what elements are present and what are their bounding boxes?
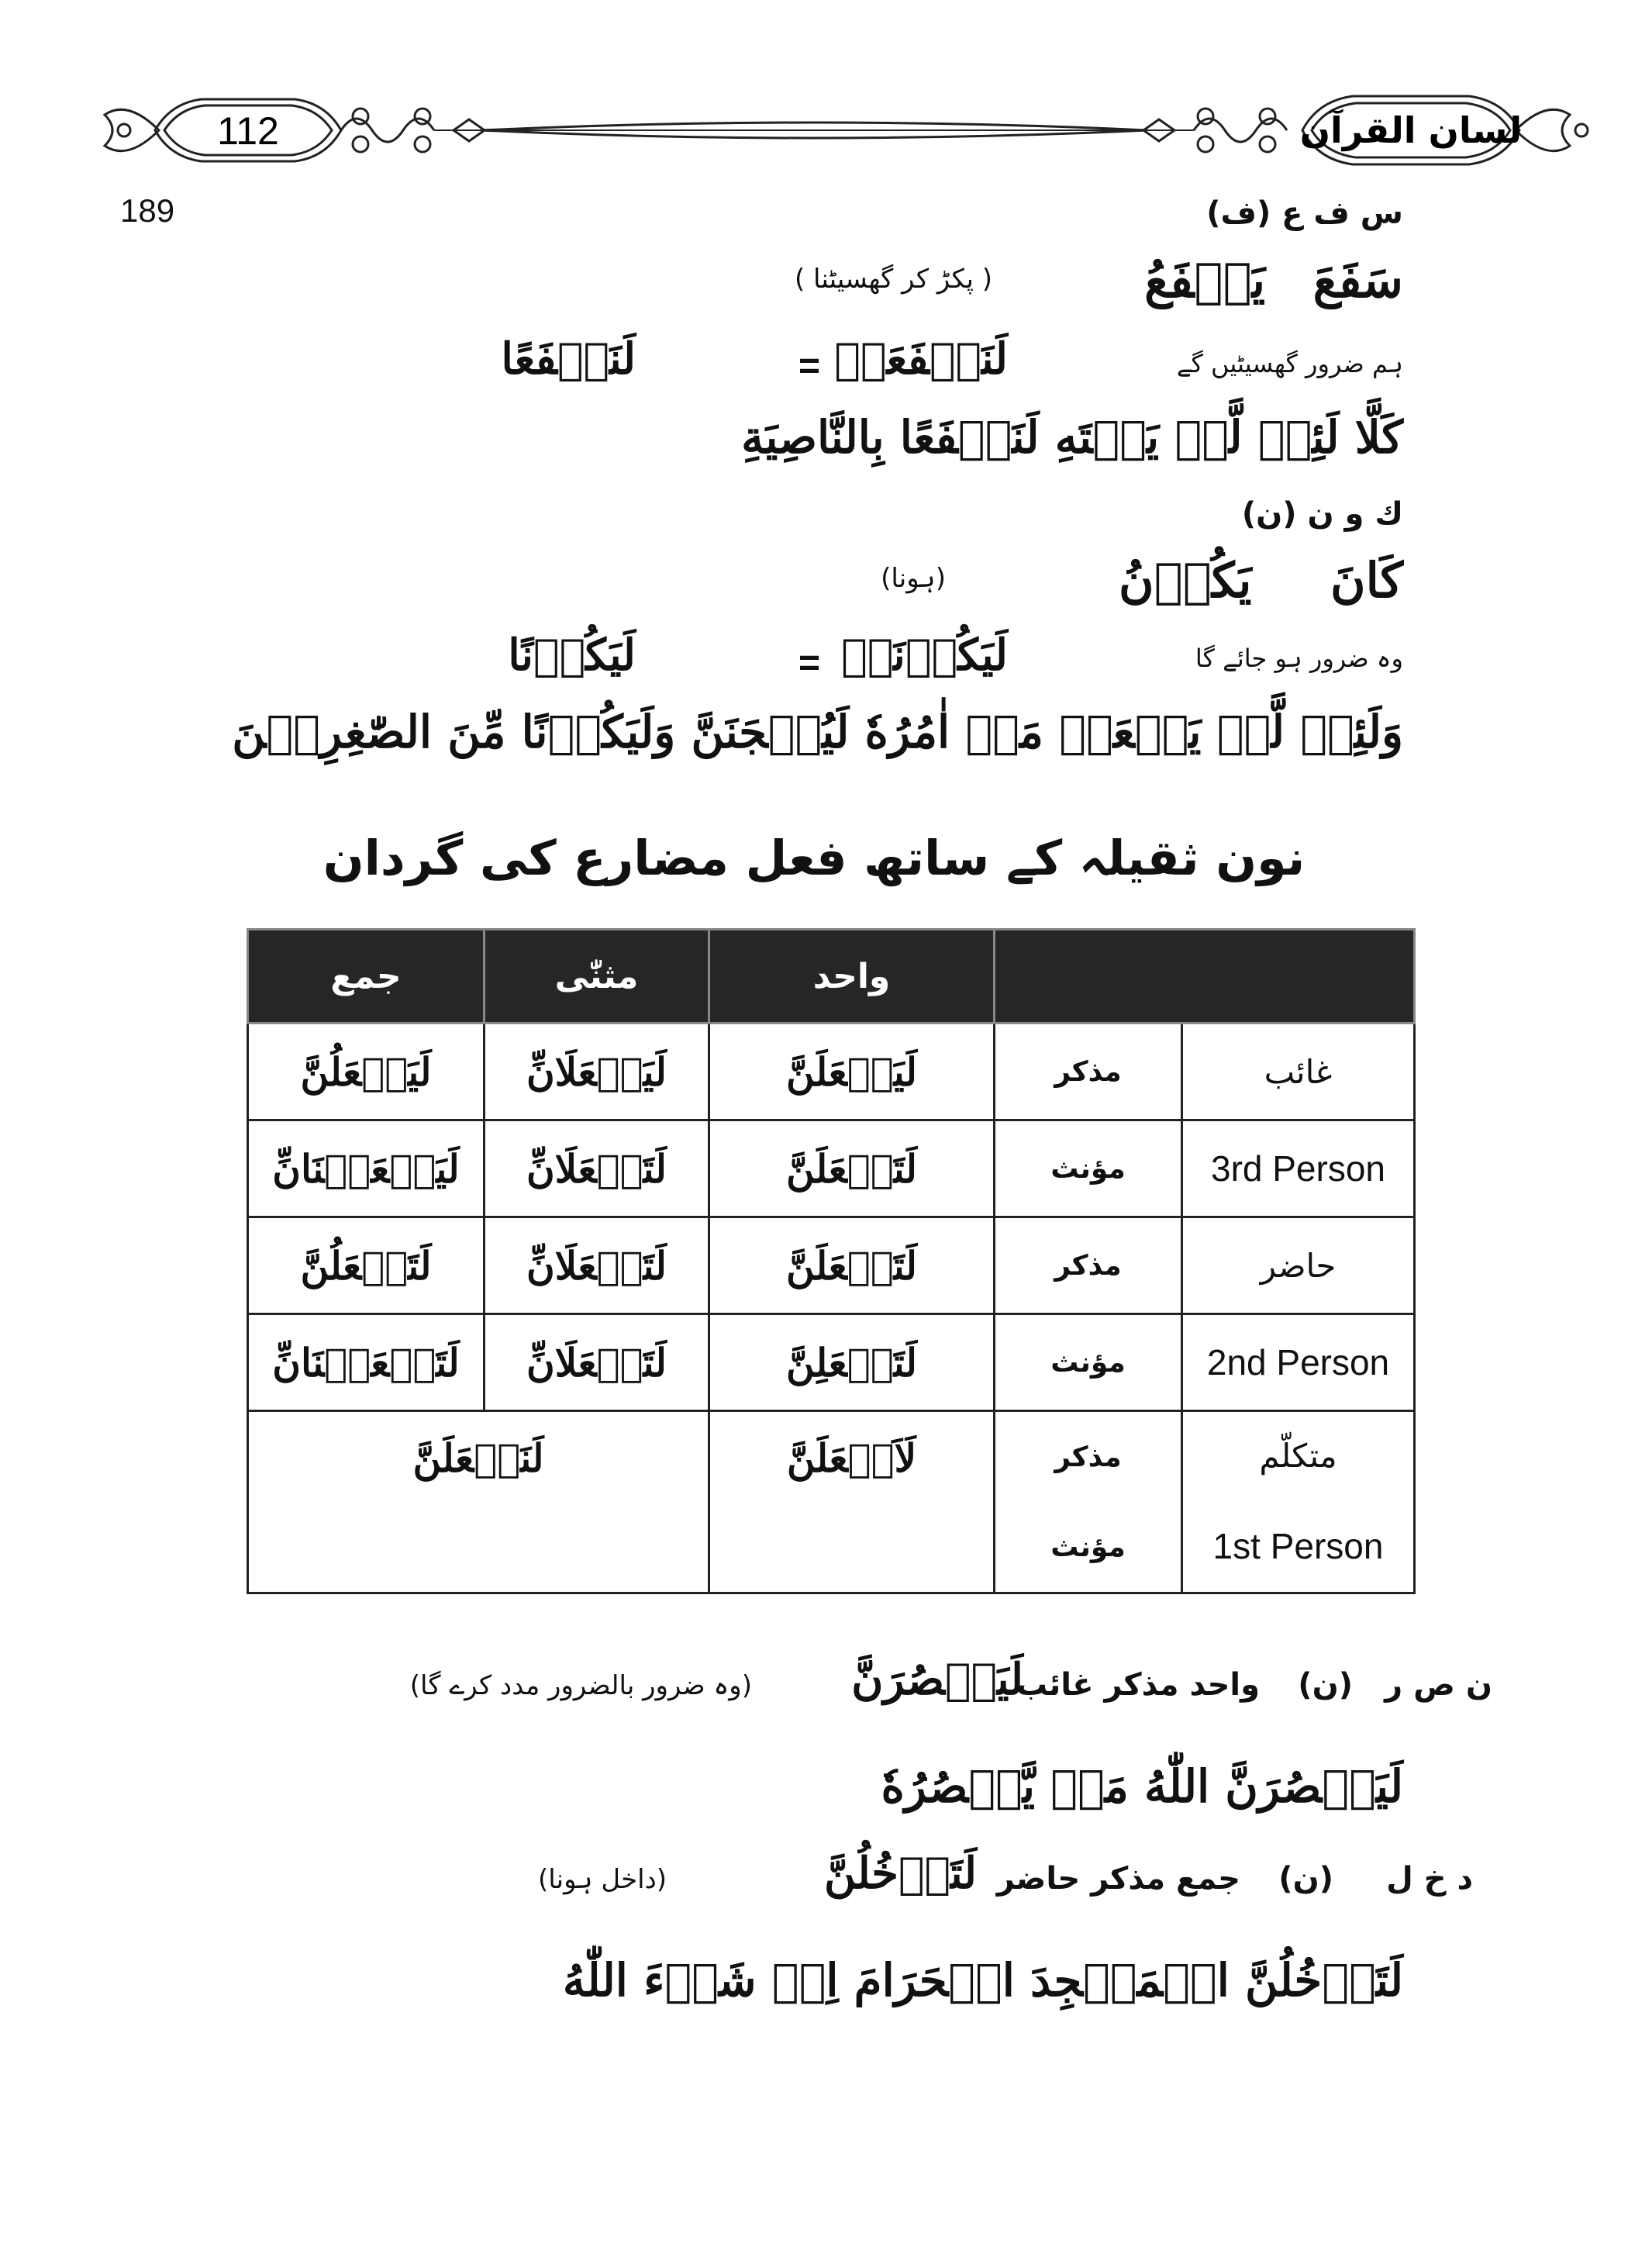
- example-type: جمع مذکر حاضر: [996, 1861, 1240, 1897]
- emphatic-gloss: ہم ضرور گھسیٹیں گے: [1176, 349, 1403, 378]
- table-row: [248, 1314, 1415, 1411]
- table-row: [248, 1217, 1415, 1314]
- cell-plural: لَتَفۡعَلُنَّ: [248, 1217, 485, 1314]
- page-number: 112: [217, 109, 279, 153]
- example-verse: لَيَنۡصُرَنَّ اللّٰهُ مَنۡ يَّنۡصُرُهٗ: [881, 1760, 1403, 1813]
- cell-person: حاضر: [1182, 1217, 1415, 1314]
- person-urdu: متکلّم: [1259, 1437, 1337, 1476]
- header-blank: [995, 930, 1415, 1024]
- cell-gender: مؤنث: [995, 1314, 1182, 1411]
- cell-singular: لَيَفۡعَلَنَّ: [709, 1024, 995, 1120]
- emphatic-form-2: لَنَسۡفَعًا: [501, 333, 636, 385]
- example-meaning: (داخل ہونا): [538, 1864, 667, 1895]
- cell-gender: [995, 1411, 1182, 1593]
- cell-plural: لَتَفۡعَلۡنَانِّ: [248, 1314, 485, 1411]
- example-verse: لَتَدۡخُلُنَّ الۡمَسۡجِدَ الۡحَرَامَ اِنۡ شَاۤءَ اللّٰهُ: [562, 1954, 1403, 2007]
- word-forms: سَفَعَ يَسۡفَعُ: [1144, 252, 1403, 309]
- cell-person: [1182, 1411, 1415, 1593]
- header-singular: واحد: [709, 930, 995, 1024]
- cell-plural: لَيَفۡعَلُنَّ: [248, 1024, 485, 1120]
- word-meaning: (ہونا): [881, 563, 946, 594]
- cell-singular: لَتَفۡعَلِنَّ: [709, 1314, 995, 1411]
- equals-sign: =: [798, 346, 821, 387]
- cell-dual: لَيَفۡعَلَانِّ: [485, 1024, 709, 1120]
- example-root: ن ص ر: [1385, 1667, 1492, 1703]
- cell-gender: مذکر: [995, 1217, 1182, 1314]
- word-root: س ف ع (ف): [1206, 195, 1403, 231]
- word-root: ك و ن (ن): [1241, 496, 1403, 532]
- book-title: لسان القرآن: [1299, 109, 1523, 151]
- cell-plural: لَنَفۡعَلَنَّ: [248, 1411, 709, 1593]
- word-forms: كَانَ يَكُوۡنُ: [1119, 552, 1403, 609]
- verse-text: وَلَئِنۡ لَّمۡ يَفۡعَلۡ مَاۤ اٰمُرُهٗ لَيُسۡجَنَنَّ وَلَيَكُوۡنًا مِّنَ الصّٰغِرِيۡنَ: [232, 706, 1403, 758]
- emphatic-form-1: لَيَكُوۡنَنۡ: [841, 630, 1008, 681]
- gender-feminine: مؤنث: [1050, 1531, 1126, 1563]
- reference-number: 189: [120, 192, 175, 229]
- example-form: لَتَدۡخُلُنَّ: [824, 1848, 977, 1899]
- equals-sign: =: [798, 643, 821, 684]
- cell-person: 3rd Person: [1182, 1120, 1415, 1217]
- example-form: لَيَنۡصُرَنَّ: [851, 1654, 1023, 1705]
- table-row: [248, 1120, 1415, 1217]
- cell-dual: لَتَفۡعَلَانِّ: [485, 1120, 709, 1217]
- header-plural: جمع: [248, 930, 485, 1024]
- example-bab: (ن): [1278, 1861, 1333, 1897]
- example-bab: (ن): [1298, 1667, 1353, 1703]
- cell-dual: لَتَفۡعَلَانِّ: [485, 1314, 709, 1411]
- gender-masculine: مذکر: [1054, 1441, 1122, 1473]
- example-meaning: (وہ ضرور بالضرور مدد کرے گا): [409, 1670, 752, 1701]
- emphatic-gloss: وہ ضرور ہو جائے گا: [1195, 644, 1403, 673]
- word-meaning: ( پکڑ کر گھسیٹنا ): [794, 264, 992, 295]
- table-row: [248, 1024, 1415, 1120]
- cell-gender: مؤنث: [995, 1120, 1182, 1217]
- header-ornament: [0, 0, 1628, 186]
- emphatic-form-1: لَنَسۡفَعَنۡ: [834, 333, 1008, 385]
- example-root: د خ ل: [1386, 1861, 1473, 1897]
- emphatic-form-2: لَيَكُوۡنًا: [508, 630, 636, 681]
- cell-person: غائب: [1182, 1024, 1415, 1120]
- table-row-first-person: [248, 1411, 1415, 1593]
- cell-plural: لَيَفۡعَلۡنَانِّ: [248, 1120, 485, 1217]
- conjugation-table: [247, 928, 1416, 1594]
- cell-singular: لَاَفۡعَلَنَّ: [709, 1411, 995, 1593]
- header-dual: مثنّٰی: [485, 930, 709, 1024]
- table-header-row: [248, 930, 1415, 1024]
- person-english: 1st Person: [1212, 1525, 1384, 1566]
- example-type: واحد مذکر غائب: [1016, 1667, 1260, 1703]
- cell-singular: لَتَفۡعَلَنَّ: [709, 1120, 995, 1217]
- verse-text: كَلَّا لَئِنۡ لَّمۡ يَنۡتَهِ لَنَسۡفَعًا بِالنَّاصِيَةِ: [741, 411, 1403, 464]
- cell-person: 2nd Person: [1182, 1314, 1415, 1411]
- section-title: نون ثقیلہ کے ساتھ فعل مضارع کی گردان: [322, 830, 1306, 886]
- ornament-line: [434, 123, 1194, 138]
- cell-singular: لَتَفۡعَلَنَّ: [709, 1217, 995, 1314]
- cell-gender: مذکر: [995, 1024, 1182, 1120]
- cell-dual: لَتَفۡعَلَانِّ: [485, 1217, 709, 1314]
